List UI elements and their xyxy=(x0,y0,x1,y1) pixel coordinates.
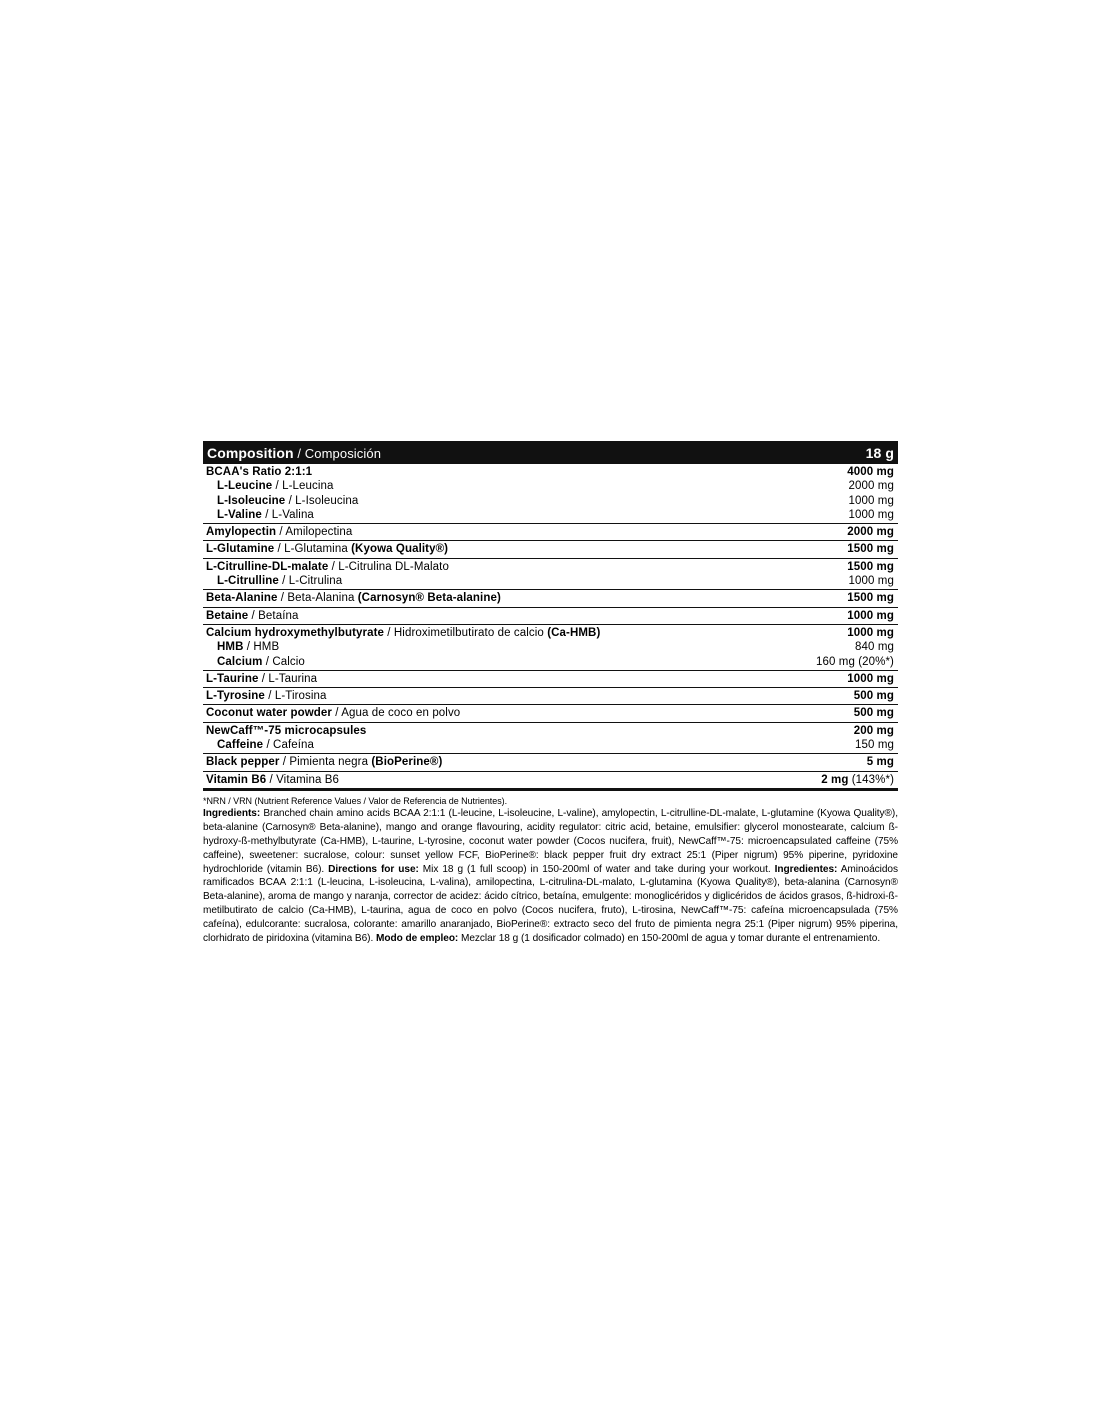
ingredient-amount-wrap xyxy=(855,738,894,752)
ingredient-label xyxy=(206,465,312,479)
ingredient-amount: 1500 mg xyxy=(847,592,894,605)
ingredient-name: Coconut water powder xyxy=(206,707,332,720)
ingredient-row xyxy=(206,706,894,720)
modo-label: Modo de empleo: xyxy=(376,933,459,945)
ingredient-label xyxy=(206,609,298,623)
ingredient-row xyxy=(206,755,894,769)
ingredient-label xyxy=(206,591,501,605)
modo-text: Mezclar 18 g (1 dosificador colmado) en 150-200ml de agua y tomar durante el entrenamiento. xyxy=(458,933,881,945)
ingredient-amount-wrap xyxy=(849,574,894,588)
composition-group xyxy=(203,464,898,524)
ingredient-translation: / Cafeína xyxy=(263,739,315,752)
ingredientes-text: Aminoácidos ramificados BCAA 2:1:1 (L-leucina, L-isoleucina, L-valina), amilopectina, L-citrulina-DL-malato, L-glutamina (Kyowa Quality®), beta-alanina (Carnosyn® Beta-alanine), aroma de mango y naranja, corrector de acidez: ácido cítrico, betaína, emulgente: monoglicéridos y diglicéridos de ácidos grasos, ß-hidroxi-ß-metilbutirato de calcio (Ca-HMB), L-taurina, agua de coco en polvo (Cocos nucifera, fruto), L-tirosina, NewCaff™-75: cafeína microencapsulada (75% cafeína), edulcorante: sucralosa, colorante: amarillo anaranjado, BioPerine®: extracto seco del fruto de pimienta negra 25:1 (Piper nigrum) 95% piperina, clorhidrato de piridoxina (vitamina B6). xyxy=(203,863,898,945)
ingredient-name: L-Taurine xyxy=(206,672,259,685)
ingredient-label xyxy=(206,542,448,556)
ingredient-translation: / HMB xyxy=(243,641,280,654)
ingredient-name: HMB xyxy=(217,641,244,654)
directions-text: Mix 18 g (1 full scoop) in 150-200ml of water and take during your workout. xyxy=(418,863,775,875)
composition-header xyxy=(203,441,898,464)
header-title: Composition xyxy=(207,444,294,461)
ingredient-amount: 5 mg xyxy=(866,756,894,769)
ingredient-translation: / Vitamina B6 xyxy=(266,773,340,786)
ingredient-amount-wrap xyxy=(847,465,894,479)
ingredient-label xyxy=(217,479,334,493)
ingredient-amount: 1500 mg xyxy=(847,560,894,573)
ingredient-label xyxy=(206,773,339,787)
ingredient-amount-wrap xyxy=(855,640,894,654)
ingredient-amount-wrap xyxy=(847,626,894,640)
ingredient-amount: 1000 mg xyxy=(848,575,894,588)
ingredients-label: Ingredients: xyxy=(203,807,261,819)
ingredient-amount: 840 mg xyxy=(855,641,894,654)
nrv-note: *NRN / VRN (Nutrient Reference Values / Valor de Referencia de Nutrientes). xyxy=(203,795,508,806)
ingredient-translation: / L-Isoleucina xyxy=(285,494,359,507)
composition-group xyxy=(203,559,898,591)
ingredient-name: Calcium xyxy=(217,655,263,668)
ingredient-row xyxy=(206,689,894,703)
ingredient-translation: / Beta-Alanina xyxy=(277,592,358,605)
ingredient-name: L-Tyrosine xyxy=(206,690,265,703)
sub-ingredient-row xyxy=(206,508,894,522)
sub-ingredient-row xyxy=(206,640,894,654)
ingredient-label xyxy=(217,738,314,752)
ingredient-amount: 500 mg xyxy=(853,707,894,720)
ingredient-name: L-Isoleucine xyxy=(217,494,286,507)
ingredient-row xyxy=(206,609,894,623)
ingredient-label xyxy=(217,574,342,588)
ingredient-amount: 1000 mg xyxy=(847,672,894,685)
ingredient-label xyxy=(217,508,314,522)
ingredient-name: BCAA's Ratio 2:1:1 xyxy=(206,466,313,478)
ingredient-amount-wrap xyxy=(847,542,894,556)
ingredient-row xyxy=(206,626,894,640)
ingredient-label xyxy=(206,626,600,640)
sub-ingredient-row xyxy=(206,479,894,493)
ingredient-amount-wrap xyxy=(854,689,894,703)
ingredient-amount-wrap xyxy=(847,609,894,623)
ingredient-amount: 2 mg xyxy=(821,773,849,786)
ingredient-name: L-Leucine xyxy=(217,480,273,493)
ingredient-row xyxy=(206,465,894,479)
ingredient-amount: 4000 mg xyxy=(847,466,894,478)
ingredient-row xyxy=(206,672,894,686)
ingredient-amount-wrap xyxy=(847,672,894,686)
ingredient-label xyxy=(206,560,449,574)
ingredient-brand: (BioPerine®) xyxy=(371,756,443,769)
ingredients-text: Branched chain amino acids BCAA 2:1:1 (L-leucine, L-isoleucine, L-valine), amylopectin, L-citrulline-DL-malate, L-glutamine (Kyowa Quality®), beta-alanine (Carnosyn® Beta-alanine), mango and orange flavouring, acidity regulator: citric acid, betaine, emulsifier: glycerol monostearate, calcium ß-hydroxy-ß-methylbutyrate (Ca-HMB), L-taurine, L-tyrosine, coconut water powder (Cocos nucifera, fruit), NewCaff™-75: microencapsulated caffeine (75% caffeine), sweetener: sucralose, colour: sunset yellow FCF, BioPerine®: black pepper fruit dry extract 25:1 (Piper nigrum) 95% piperine, pyridoxine hydrochloride (vitamin B6). xyxy=(203,807,898,875)
ingredient-amount-wrap xyxy=(847,591,894,605)
composition-group xyxy=(203,625,898,671)
ingredient-name: L-Citrulline xyxy=(217,575,279,588)
ingredient-translation: / L-Leucina xyxy=(272,480,334,493)
ingredient-name: Betaine xyxy=(206,609,249,622)
ingredient-name: NewCaff™-75 microcapsules xyxy=(206,724,367,737)
ingredient-translation: / Calcio xyxy=(262,655,305,668)
ingredient-label xyxy=(206,525,352,539)
ingredient-row xyxy=(206,560,894,574)
ingredient-name: L-Valine xyxy=(217,508,262,521)
ingredient-amount-wrap xyxy=(847,525,894,539)
composition-table xyxy=(203,464,898,791)
ingredient-label xyxy=(206,724,366,738)
ingredient-name: Caffeine xyxy=(217,739,264,752)
ingredient-translation: / L-Taurina xyxy=(258,672,318,685)
ingredient-amount: 2000 mg xyxy=(848,480,894,493)
composition-group xyxy=(203,723,898,755)
sub-ingredient-row xyxy=(206,655,894,669)
ingredients-block xyxy=(203,796,898,946)
ingredient-amount-wrap xyxy=(854,706,894,720)
serving-size: 18 g xyxy=(865,444,894,461)
ingredient-brand: (Ca-HMB) xyxy=(547,626,601,639)
ingredients-paragraph xyxy=(203,807,898,946)
ingredient-translation: / L-Citrulina DL-Malato xyxy=(328,560,449,573)
ingredient-translation: / Agua de coco en polvo xyxy=(331,707,461,720)
ingredient-name: Vitamin B6 xyxy=(206,773,267,786)
ingredient-label xyxy=(217,655,305,669)
ingredient-translation: / L-Glutamina xyxy=(274,543,352,556)
composition-group xyxy=(203,688,898,705)
ingredient-amount: 500 mg xyxy=(853,690,894,703)
composition-group xyxy=(203,608,898,625)
ingredient-name: Beta-Alanine xyxy=(206,592,278,605)
ingredient-name: Black pepper xyxy=(206,756,280,769)
composition-group xyxy=(203,772,898,791)
ingredient-brand: (Carnosyn® Beta-alanine) xyxy=(357,592,501,605)
ingredient-amount: 2000 mg xyxy=(847,526,894,539)
ingredient-translation: / Pimienta negra xyxy=(279,756,372,769)
sub-ingredient-row xyxy=(206,494,894,508)
ingredient-label xyxy=(206,672,317,686)
ingredient-row xyxy=(206,724,894,738)
composition-group xyxy=(203,590,898,607)
ingredient-label xyxy=(206,755,442,769)
ingredient-amount: 1000 mg xyxy=(848,508,894,521)
ingredient-name: Calcium hydroxymethylbutyrate xyxy=(206,626,385,639)
ingredient-translation: / Amilopectina xyxy=(276,526,353,539)
ingredient-name: L-Glutamine xyxy=(206,543,275,556)
sub-ingredient-row xyxy=(206,738,894,752)
ingredient-amount: 1000 mg xyxy=(847,626,894,639)
ingredient-row xyxy=(206,773,894,787)
ingredient-label xyxy=(217,494,358,508)
composition-group xyxy=(203,705,898,722)
ingredient-translation: / L-Tirosina xyxy=(264,690,327,703)
ingredient-amount: 160 mg (20%*) xyxy=(815,655,894,668)
ingredient-name: L-Citrulline-DL-malate xyxy=(206,560,329,573)
ingredient-row xyxy=(206,591,894,605)
ingredientes-label: Ingredientes: xyxy=(774,863,838,875)
ingredient-amount-wrap xyxy=(849,508,894,522)
ingredient-row xyxy=(206,525,894,539)
ingredient-nrv: (143%*) xyxy=(848,773,894,786)
ingredient-label xyxy=(206,706,460,720)
directions-label: Directions for use: xyxy=(328,863,419,875)
ingredient-name: Amylopectin xyxy=(206,526,277,539)
ingredient-amount-wrap xyxy=(867,755,894,769)
header-title-wrap xyxy=(207,445,381,461)
ingredient-amount-wrap xyxy=(821,773,894,787)
sub-ingredient-row xyxy=(206,574,894,588)
composition-group xyxy=(203,541,898,558)
composition-panel xyxy=(203,441,898,946)
ingredient-amount: 1000 mg xyxy=(848,494,894,507)
ingredient-amount-wrap xyxy=(849,479,894,493)
ingredient-amount-wrap xyxy=(849,494,894,508)
header-subtitle: / Composición xyxy=(297,445,382,461)
ingredient-amount: 200 mg xyxy=(853,724,894,737)
ingredient-amount: 1000 mg xyxy=(847,609,894,622)
ingredient-amount-wrap xyxy=(854,724,894,738)
composition-group xyxy=(203,671,898,688)
composition-group xyxy=(203,754,898,771)
ingredient-row xyxy=(206,542,894,556)
ingredient-translation: / L-Citrulina xyxy=(278,575,343,588)
ingredient-amount-wrap xyxy=(847,560,894,574)
ingredient-label xyxy=(206,689,327,703)
composition-group xyxy=(203,524,898,541)
ingredient-label xyxy=(217,640,279,654)
ingredient-translation: / Betaína xyxy=(248,609,299,622)
ingredient-amount: 150 mg xyxy=(855,739,894,752)
ingredient-amount-wrap xyxy=(816,655,894,669)
ingredient-translation: / Hidroximetilbutirato de calcio xyxy=(384,626,548,639)
ingredient-brand: (Kyowa Quality®) xyxy=(351,543,449,556)
ingredient-translation: / L-Valina xyxy=(261,508,314,521)
ingredient-amount: 1500 mg xyxy=(847,543,894,556)
